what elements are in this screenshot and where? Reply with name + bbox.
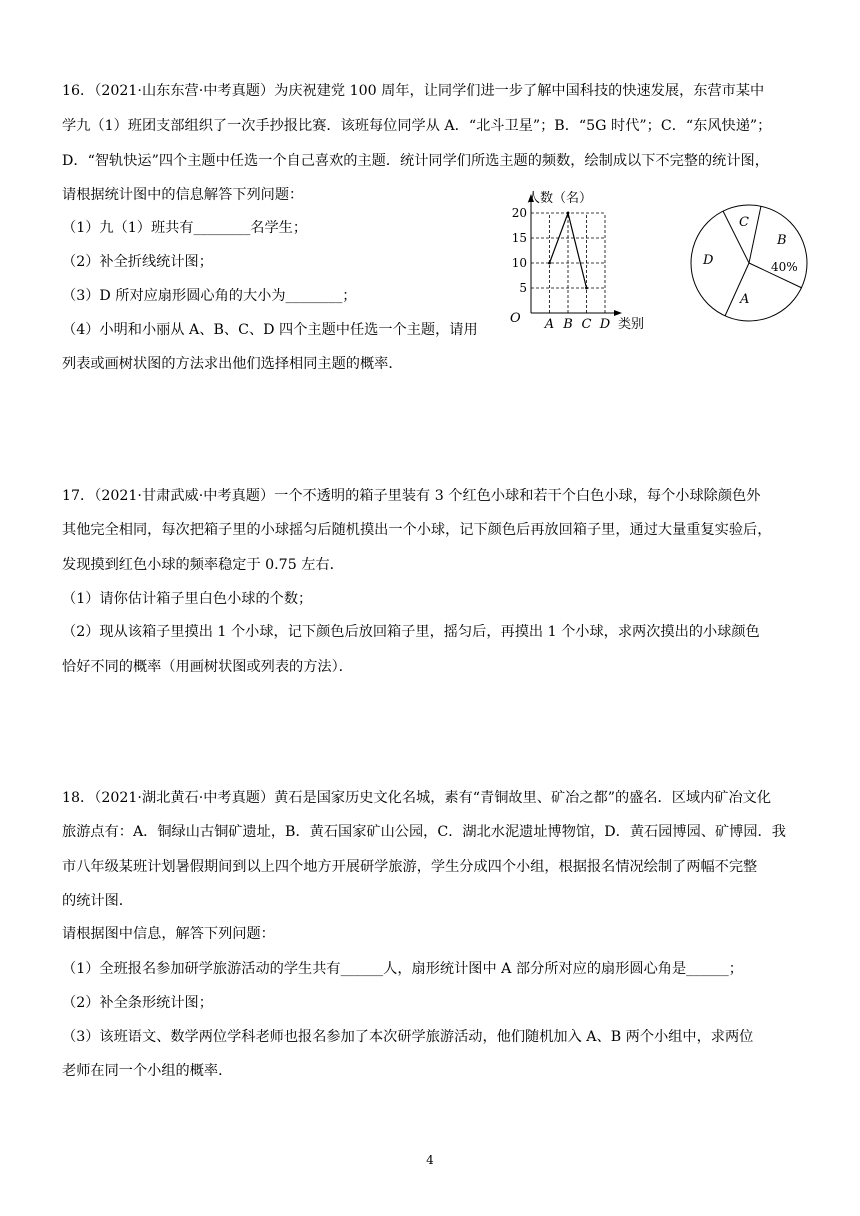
q17-line-2: 其他完全相同，每次把箱子里的小球摇匀后随机摸出一个小球，记下颜色后再放回箱子里，通过大量重复实验后， [62,522,772,538]
x-tick-label-D: D [599,317,611,332]
line-chart-y-label: 人数（名） [527,191,593,206]
x-tick-label-A: A [544,317,555,332]
q18-line-9: 老师在同一个小组的概率． [62,1063,233,1079]
q16-line-2: 学九（1）班团支部组织了一次手抄报比赛．该班每位同学从 A．“北斗卫星”；B．“5G 时代”；C．“东风快递”； [62,118,772,134]
pie-label-b: B [777,233,787,248]
line-chart-origin-label: O [510,311,521,326]
pie-label-d: D [703,253,714,268]
q16-line-3: D．“智轨快运”四个主题中任选一个自己喜欢的主题．统计同学们所选主题的频数，绘制成以下不完整的统计图， [62,153,769,169]
q17-line-1: 17．（2021·甘肃武威·中考真题）一个不透明的箱子里装有 3 个红色小球和若干个白色小球，每个小球除颜色外 [62,488,761,504]
pie-divider-a-d [725,263,749,316]
q18-sub-1: （1）全班报名参加研学旅游活动的学生共有______人，扇形统计图中 A 部分所对应的扇形圆心角是______； [62,961,743,977]
q18-sub-2: （2）补全条形统计图； [62,995,213,1011]
pie-annotation-b: 40% [771,260,798,274]
y-tick-label-10: 10 [511,256,527,270]
line-chart [500,188,670,333]
y-tick-label-20: 20 [511,206,527,220]
pie-chart [688,200,812,324]
q18-line-4: 的统计图． [62,893,133,909]
x-tick-label-B: B [563,317,573,332]
q16-line-4: 请根据统计图中的信息解答下列问题： [62,187,304,203]
q17-sub-2: （2）现从该箱子里摸出 1 个小球，记下颜色后放回箱子里，摇匀后，再摸出 1 个小球，求两次摸出的小球颜色 [62,624,760,640]
q17-sub-1: （1）请你估计箱子里白色小球的个数； [62,591,313,607]
line-chart-axes [528,194,622,316]
q18-line-5: 请根据图中信息，解答下列问题： [62,926,275,942]
q18-sub-3: （3）该班语文、数学两位学科老师也报名参加了本次研学旅游活动，他们随机加入 A、B 两个小组中，求两位 [62,1029,754,1045]
x-axis-arrow [614,310,622,316]
q16-sub-4: （4）小明和小丽从 A、B、C、D 四个主题中任选一个主题，请用 [62,322,478,338]
y-tick-label-5: 5 [519,281,527,295]
data-point-A [548,262,551,265]
q16-continuation: 列表或画树状图的方法求出他们选择相同主题的概率． [62,356,403,372]
q16-line-1: 16．（2021·山东东营·中考真题）为庆祝建党 100 周年，让同学们进一步了解中国科技的快速发展，东营市某中 [62,83,765,99]
q18-line-2: 旅游点有：A．铜绿山古铜矿遗址，B．黄石国家矿山公园，C．湖北水泥遗址博物馆，D．黄石园博园、矿博园．我 [62,824,786,840]
page-number: 4 [426,1153,434,1167]
q16-sub-3: （3）D 所对应扇形圆心角的大小为________； [62,288,357,304]
pie-divider-c-b [749,206,761,263]
q17-line-3: 发现摸到红色小球的频率稳定于 0.75 左右． [62,557,344,573]
pie-label-c: C [739,215,749,230]
q18-line-3: 市八年级某班计划暑假期间到以上四个地方开展研学旅游，学生分成四个小组，根据报名情况绘制了两幅不完整 [62,859,758,875]
data-point-C [585,287,588,290]
pie-label-a: A [740,292,750,307]
line-chart-grid [531,213,605,313]
line-chart-x-label: 类别 [618,317,645,332]
q16-sub-2: （2）补全折线统计图； [62,254,213,270]
data-point-B [567,212,570,215]
q18-line-1: 18．（2021·湖北黄石·中考真题）黄石是国家历史文化名城，素有“青铜故里、矿冶之都”的盛名．区域内矿冶文化 [62,790,772,806]
q16-sub-1: （1）九（1）班共有________名学生； [62,220,308,236]
y-tick-label-15: 15 [511,231,527,245]
x-tick-label-C: C [581,317,592,332]
q17-line-6: 恰好不同的概率（用画树状图或列表的方法）． [62,659,353,675]
